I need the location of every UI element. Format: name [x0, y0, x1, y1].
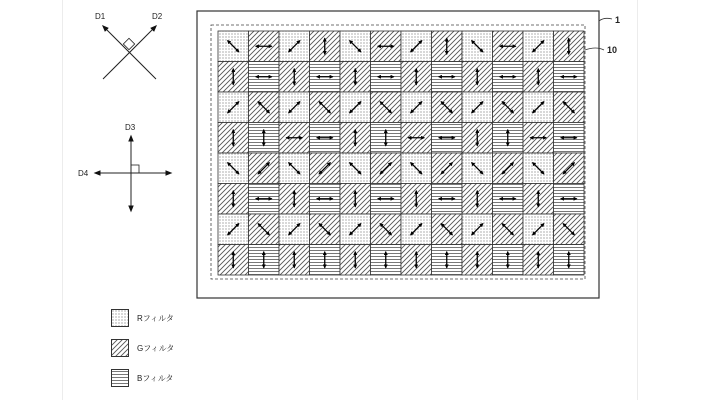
pixel-array-leader-line	[585, 48, 604, 50]
b-filter-label: Bフィルタ	[137, 374, 174, 383]
g-filter-label: Gフィルタ	[137, 344, 175, 353]
orthogonal-directions-indicator	[78, 123, 171, 211]
sensor-reference-label: 1	[615, 15, 621, 25]
r-filter-pattern	[112, 310, 128, 326]
d2-label: D2	[152, 12, 163, 21]
pixel-array-reference-label: 10	[607, 45, 618, 55]
diagonal-directions-indicator	[95, 12, 163, 79]
filter-grid	[218, 31, 584, 275]
sensor-leader-line	[599, 18, 612, 21]
d1-label: D1	[95, 12, 106, 21]
d3-label: D3	[125, 123, 136, 132]
g-filter-pattern	[112, 340, 128, 356]
r-filter-label: Rフィルタ	[137, 314, 174, 323]
r-filter-swatch	[111, 309, 129, 327]
right-angle-marker	[131, 165, 139, 173]
d4-label: D4	[78, 169, 89, 178]
b-filter-swatch	[111, 369, 129, 387]
b-filter-pattern	[112, 370, 128, 386]
g-filter-swatch	[111, 339, 129, 357]
